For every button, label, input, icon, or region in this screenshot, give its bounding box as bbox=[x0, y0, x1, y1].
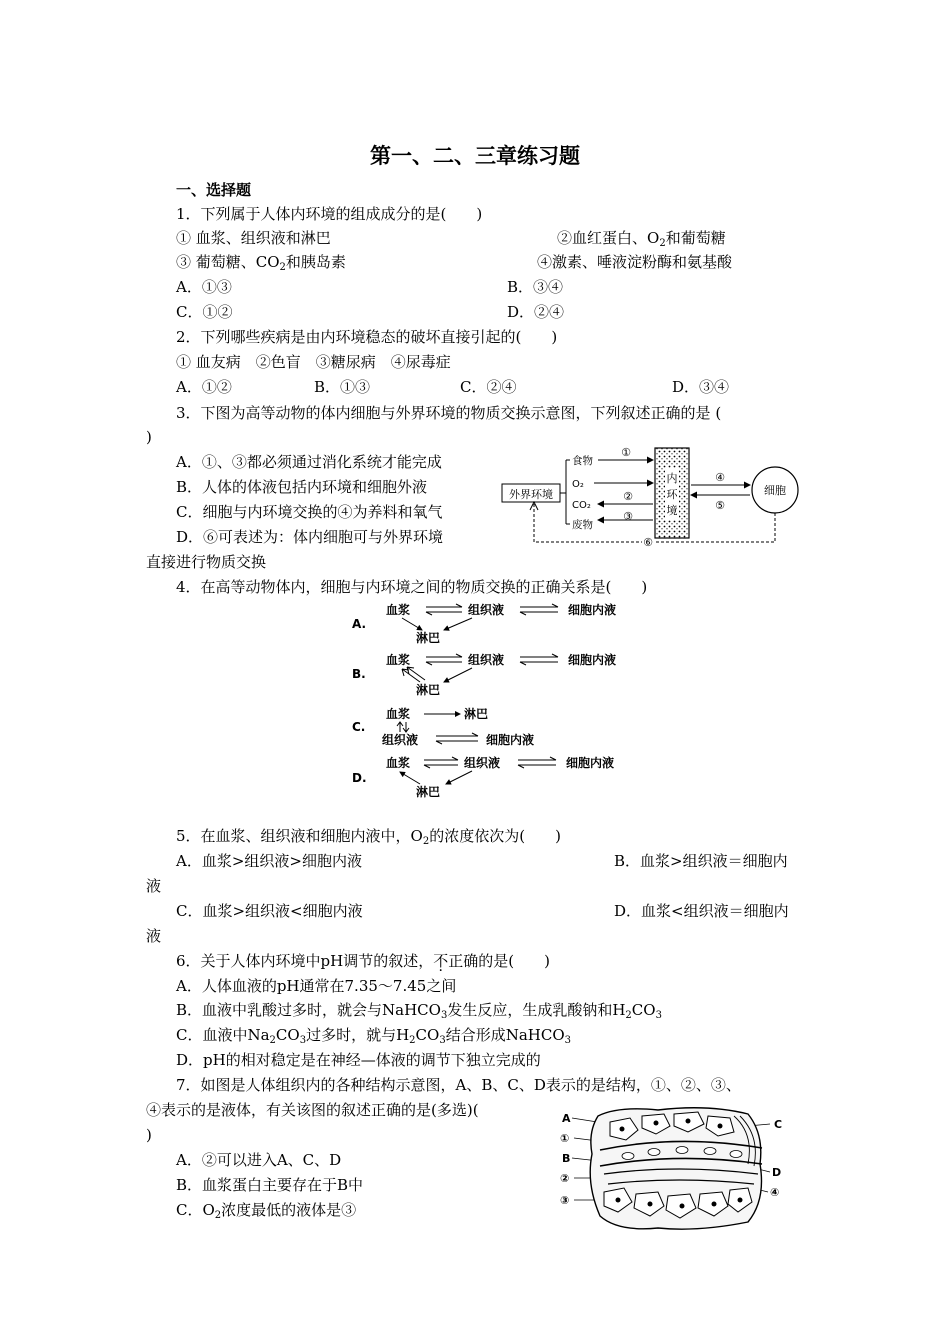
q5-option-d: D．血浆<组织液＝细胞内 bbox=[614, 902, 789, 920]
q4-a-lymph: 淋巴 bbox=[416, 631, 441, 645]
arrow-2-label: ② bbox=[623, 490, 633, 503]
q4-stem: 4．在高等动物体内，细胞与内环境之间的物质交换的正确关系是( ) bbox=[176, 578, 648, 596]
q7-stem-line3: ) bbox=[146, 1126, 152, 1144]
arrow-6-label: ⑥ bbox=[643, 536, 653, 549]
q4-a-tissue: 组织液 bbox=[468, 603, 505, 617]
tissue-label-2: ② bbox=[560, 1172, 570, 1185]
q1-option-a: A．①③ bbox=[176, 278, 232, 296]
q1-stem: 1．下列属于人体内环境的组成成分的是( ) bbox=[176, 205, 483, 223]
q4-opt-d-label: D. bbox=[352, 771, 367, 785]
q1-option-d: D．②④ bbox=[507, 303, 565, 321]
inner-env-label-2: 环 bbox=[666, 488, 678, 501]
q7-option-c: C．$O_2$浓度最低的液体是③ bbox=[176, 1201, 357, 1221]
q4-d-intra: 细胞内液 bbox=[566, 756, 615, 770]
q5-option-b: B．血浆>组织液＝细胞内 bbox=[614, 852, 788, 870]
q7-option-a: A．②可以进入A、C、D bbox=[176, 1151, 342, 1169]
q5-stem: 5．在血浆、组织液和细胞内液中，$O_2$的浓度依次为( ) bbox=[176, 827, 561, 847]
q6-option-b: B．血液中乳酸过多时，就会与NaHCO$_3$发生反应，生成乳酸钠和$H_2CO_3$ bbox=[176, 1001, 662, 1021]
q2-option-a: A．①② bbox=[176, 378, 232, 396]
q4-opt-a-label: A. bbox=[352, 617, 367, 631]
arrow-4-label: ④ bbox=[715, 471, 725, 484]
q7-option-b: B．血浆蛋白主要存在于B中 bbox=[176, 1176, 364, 1194]
q3-option-b: B．人体的体液包括内环境和细胞外液 bbox=[176, 478, 428, 496]
q4-c-intra: 细胞内液 bbox=[486, 733, 535, 747]
q3-stem-line2: ) bbox=[146, 428, 152, 446]
tissue-structure-diagram bbox=[558, 1104, 796, 1234]
arrow-3-label: ③ bbox=[623, 510, 633, 523]
tissue-label-1: ① bbox=[560, 1132, 570, 1145]
q5-option-b-cont: 液 bbox=[146, 877, 162, 895]
q4-d-tissue: 组织液 bbox=[464, 756, 501, 770]
tissue-label-c: C bbox=[774, 1118, 783, 1131]
arrow-1-label: ① bbox=[621, 446, 631, 459]
arrow-5-label: ⑤ bbox=[715, 499, 725, 512]
q3-option-c: C．细胞与内环境交换的④为养料和氧气 bbox=[176, 503, 443, 521]
inner-env-label-3: 境 bbox=[666, 504, 678, 517]
food-label: 食物 bbox=[572, 455, 593, 467]
cell-label: 细胞 bbox=[764, 484, 786, 497]
q7-stem-line1: 7．如图是人体组织内的各种结构示意图，A、B、C、D表示的是结构，①、②、③、 bbox=[176, 1076, 741, 1094]
q4-b-lymph: 淋巴 bbox=[416, 683, 441, 697]
q1-item-4: ④激素、唾液淀粉酶和氨基酸 bbox=[537, 253, 733, 271]
q1-item-3: ③ 葡萄糖、$CO_2$和胰岛素 bbox=[176, 253, 346, 273]
q2-stem: 2．下列哪些疾病是由内环境稳态的破坏直接引起的( ) bbox=[176, 328, 558, 346]
exchange-diagram bbox=[498, 440, 808, 552]
q4-c-lymph: 淋巴 bbox=[464, 707, 489, 721]
q4-options-diagram bbox=[340, 598, 650, 808]
tissue-label-d: D bbox=[772, 1166, 782, 1179]
q4-c-plasma: 血浆 bbox=[386, 707, 411, 721]
co2-label: CO₂ bbox=[572, 500, 591, 511]
q1-item-2: ②血红蛋白、$O_2$和葡萄糖 bbox=[557, 229, 726, 249]
q3-stem-line1: 3．下图为高等动物的体内细胞与外界环境的物质交换示意图，下列叙述正确的是 ( bbox=[176, 404, 722, 422]
outside-env-label: 外界环境 bbox=[509, 488, 553, 501]
q3-option-a: A．①、③都必须通过消化系统才能完成 bbox=[176, 453, 442, 471]
q6-option-a: A．人体血液的pH通常在7.35～7.45之间 bbox=[176, 977, 457, 995]
q1-option-c: C．①② bbox=[176, 303, 233, 321]
tissue-label-b: B bbox=[562, 1152, 571, 1165]
q4-b-tissue: 组织液 bbox=[468, 653, 505, 667]
q3-option-d-cont: 直接进行物质交换 bbox=[146, 553, 267, 571]
tissue-label-3: ③ bbox=[560, 1194, 570, 1207]
q3-option-d: D．⑥可表述为：体内细胞可与外界环境 bbox=[176, 528, 444, 546]
q5-option-a: A．血浆>组织液>细胞内液 bbox=[176, 852, 362, 870]
q1-option-b: B．③④ bbox=[507, 278, 564, 296]
q2-option-c: C．②④ bbox=[460, 378, 517, 396]
q6-option-c: C．血液中$Na_2CO_3$过多时，就与$H_2CO_3$结合形成NaHCO$_3$ bbox=[176, 1026, 572, 1046]
q6-option-d: D．pH的相对稳定是在神经—体液的调节下独立完成的 bbox=[176, 1051, 541, 1069]
q6-stem: 6．关于人体内环境中pH调节的叙述，不正确的是( ) bbox=[176, 952, 550, 970]
q4-b-plasma: 血浆 bbox=[386, 653, 411, 667]
q4-opt-b-label: B. bbox=[352, 667, 366, 681]
section-heading: 一、选择题 bbox=[176, 181, 252, 199]
q7-stem-line2: ④表示的是液体，有关该图的叙述正确的是(多选)( bbox=[146, 1101, 479, 1119]
q4-c-tissue: 组织液 bbox=[382, 733, 419, 747]
q1-item-1: ① 血浆、组织液和淋巴 bbox=[176, 229, 331, 247]
q4-d-lymph: 淋巴 bbox=[416, 785, 441, 799]
q5-option-d-cont: 液 bbox=[146, 927, 162, 945]
tissue-label-a: A bbox=[562, 1112, 571, 1125]
q5-option-c: C．血浆>组织液<细胞内液 bbox=[176, 902, 363, 920]
q4-a-plasma: 血浆 bbox=[386, 603, 411, 617]
q4-a-intra: 细胞内液 bbox=[568, 603, 617, 617]
q2-option-b: B．①③ bbox=[314, 378, 371, 396]
q2-option-d: D．③④ bbox=[672, 378, 730, 396]
q4-d-plasma: 血浆 bbox=[386, 756, 411, 770]
tissue-label-4: ④ bbox=[770, 1186, 780, 1199]
page-title: 第一、二、三章练习题 bbox=[370, 143, 580, 168]
q2-items: ① 血友病 ②色盲 ③糖尿病 ④尿毒症 bbox=[176, 353, 451, 371]
q4-b-intra: 细胞内液 bbox=[568, 653, 617, 667]
waste-label: 废物 bbox=[572, 519, 593, 531]
o2-label: O₂ bbox=[572, 479, 584, 490]
inner-env-label-1: 内 bbox=[666, 472, 678, 485]
q4-opt-c-label: C. bbox=[352, 720, 366, 734]
